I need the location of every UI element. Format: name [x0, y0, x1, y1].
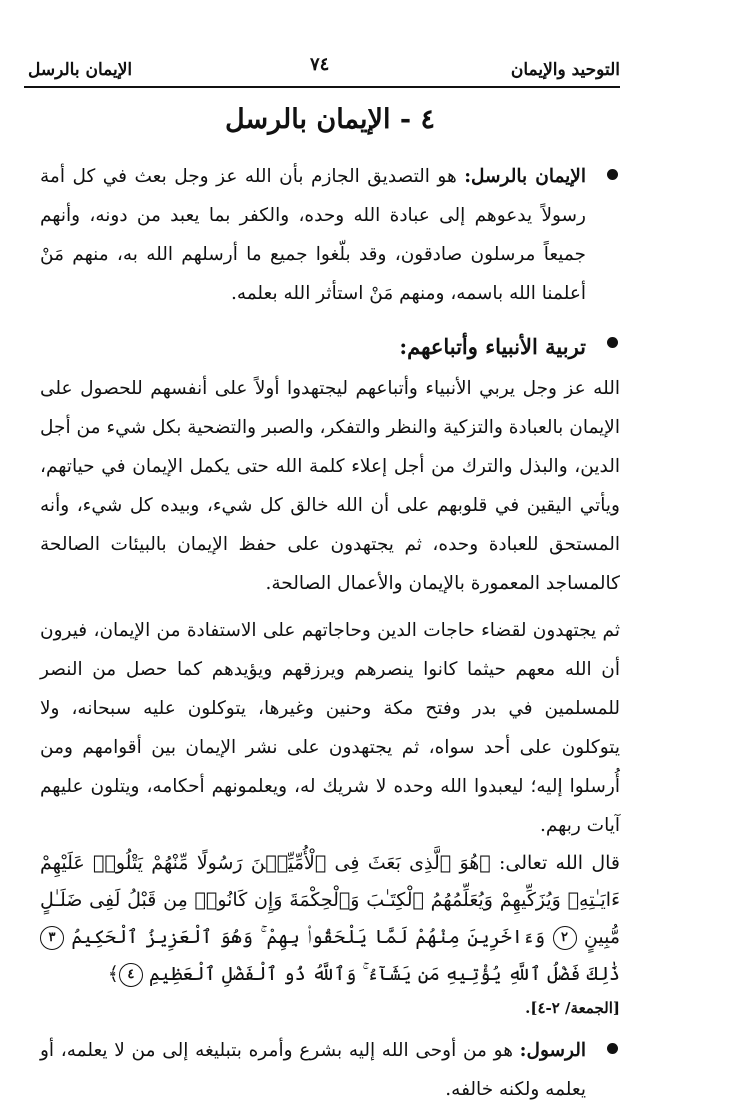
upbringing-paragraph-1: الله عز وجل يربي الأنبياء وأتباعهم ليجتهدوا أولاً على أنفسهم للحصول على الإيمان بالعبادة والتزكية والنظر والتفكر، والصبر والتضحية بكل شيء من أجل الدين، والبذل والترك من أجل إعلاء كلمة الله حتى يكمل الإيمان في حياتهم، ويأتي اليقين في قلوبهم على أن الله خالق كل شيء، وبيده كل شيء، وأنه المستحق للعبادة وحده، ثم يجتهدون على حفظ الإيمان بالبيئات الصالحة كالمساجد المعمورة بالإيمان والأعمال الصالحة. — [40, 378, 620, 594]
ayah-number-marker: ٢ — [553, 926, 577, 950]
quote-intro: قال الله تعالى: — [490, 852, 621, 874]
header-chapter-title: الإيمان بالرسل — [28, 60, 133, 80]
quran-quote — [40, 845, 620, 993]
verse-part-3: ذَٰلِكَ فَضْلُ ٱللَّهِ يُؤْتِيهِ مَن يَشَآءُ ۚ وَٱللَّهُ ذُو ٱلْفَضْلِ ٱلْعَظِيمِ — [148, 963, 620, 985]
messenger-item — [40, 1031, 620, 1109]
bullet-icon — [607, 337, 618, 348]
header-book-title: التوحيد والإيمان — [510, 60, 620, 80]
verse-part-2: وَءَاخَرِينَ مِنْهُمْ لَمَّا يَلْحَقُوا۟ بِهِمْ ۚ وَهُوَ ٱلْعَزِيزُ ٱلْحَكِيمُ — [71, 926, 553, 948]
upbringing-paragraph-2: ثم يجتهدون لقضاء حاجات الدين وحاجاتهم على الاستفادة من الإيمان، فيرون أن الله معهم حيثما كانوا ينصرهم ويرزقهم ويؤيدهم كما حصل من النصر للمسلمين في بدر وفتح مكة وحنين وغيرها، يتوكلون عليه سبحانه، ولا يتوكلون على أحد سواه، ثم يجتهدون على نشر الإيمان بين أقوامهم ومن أُرسلوا إليه؛ ليعبدوا الله وحده لا شريك له، ويعلمونهم أحكامه، ويتلون عليهم آيات ربهم. — [40, 620, 620, 836]
ayah-number-marker: ٤ — [119, 963, 143, 987]
bullet-icon — [607, 169, 618, 180]
definition-text: هو التصديق الجازم بأن الله عز وجل بعث في كل أمة رسولاً يدعوهم إلى عبادة الله وحده، والكفر بما يعبد من دونه، وأنهم جميعاً مرسلون صادقون، وقد بلّغوا جميع ما أرسلهم الله به، منهم مَنْ أعلمنا الله باسمه، ومنهم مَنْ استأثر الله بعلمه. — [40, 166, 586, 304]
verse-close-bracket: ﴾ — [107, 963, 119, 985]
upbringing-heading-item — [40, 325, 620, 369]
page-body — [40, 104, 620, 1109]
definition-term: الإيمان بالرسل: — [464, 166, 586, 187]
bullet-icon — [607, 1043, 618, 1054]
upbringing-heading: تربية الأنبياء وأتباعهم: — [399, 334, 586, 359]
running-header — [24, 52, 620, 88]
section-title: ٤ - الإيمان بالرسل — [225, 104, 435, 135]
messenger-term: الرسول: — [519, 1040, 586, 1061]
definition-item — [40, 157, 620, 313]
page-number: ٧٤ — [310, 54, 330, 75]
messenger-paragraph — [40, 1031, 586, 1109]
verse-part-1: هُوَ ٱلَّذِى بَعَثَ فِى ٱلْأُمِّيِّـۧنَ رَسُولًا مِّنْهُمْ يَتْلُوا۟ عَلَيْهِمْ ءَايَـٰتِهِۦ وَيُزَكِّيهِمْ وَيُعَلِّمُهُمُ ٱلْكِتَـٰبَ وَٱلْحِكْمَةَ وَإِن كَانُوا۟ مِن قَبْلُ لَفِى ضَلَـٰلٍ مُّبِينٍ — [40, 852, 620, 948]
surah-reference: [الجمعة/ ٢-٤]. — [525, 999, 620, 1017]
definition-paragraph — [40, 157, 586, 313]
verse-open-bracket: ﴿ — [479, 852, 491, 874]
ayah-number-marker: ٣ — [40, 926, 64, 950]
messenger-text: هو من أوحى الله إليه بشرع وأمره بتبليغه إلى من لا يعلمه، أو يعلمه ولكنه خالفه. — [40, 1040, 586, 1100]
